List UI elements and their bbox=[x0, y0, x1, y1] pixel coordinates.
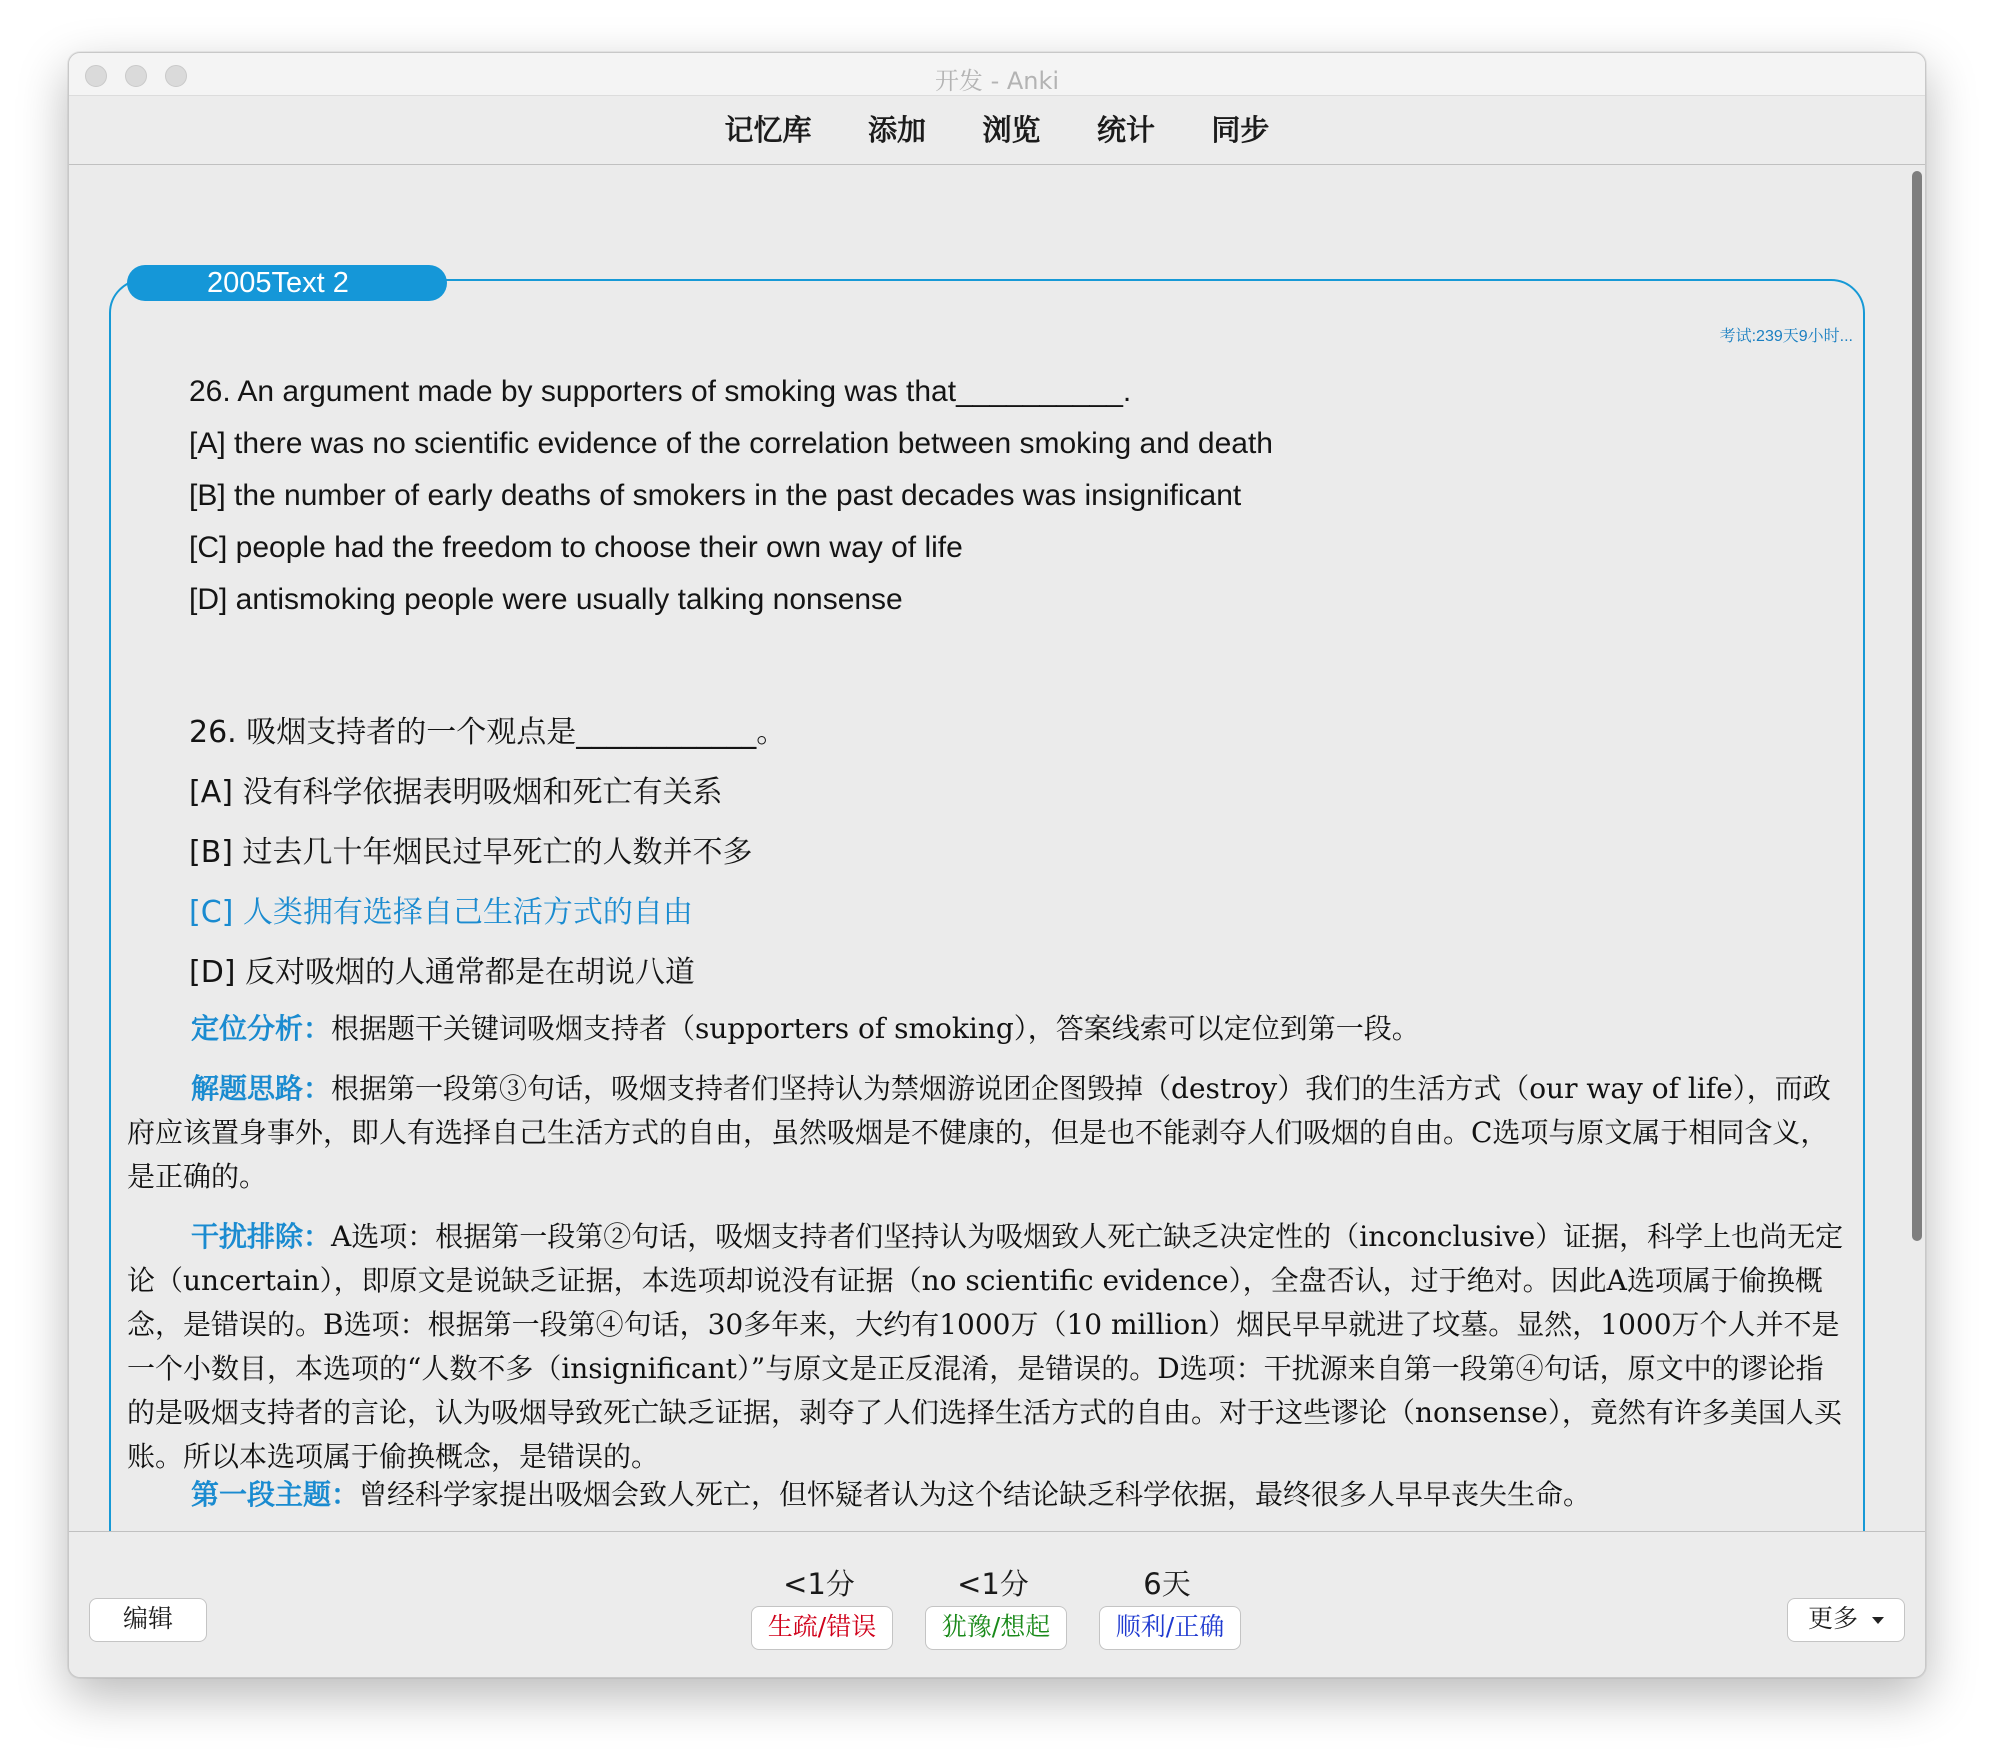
answer-bar bbox=[69, 1531, 1925, 1677]
good-button[interactable]: 顺利/正确 bbox=[1099, 1606, 1241, 1650]
card-scrollbar[interactable] bbox=[1909, 165, 1925, 1531]
analysis-distractor-label: 干扰排除： bbox=[191, 1220, 332, 1253]
analysis-approach-label: 解题思路： bbox=[191, 1072, 332, 1105]
question-en-option-d: [D] antismoking people were usually talking nonsense bbox=[189, 583, 903, 616]
analysis-locate-label: 定位分析： bbox=[191, 1012, 332, 1045]
question-zh-option-c-answer: [C] 人类拥有选择自己生活方式的自由 bbox=[189, 895, 693, 930]
scrollbar-thumb[interactable] bbox=[1912, 171, 1922, 1241]
question-zh-option-b: [B] 过去几十年烟民过早死亡的人数并不多 bbox=[189, 835, 753, 870]
again-button[interactable]: 生疏/错误 bbox=[751, 1606, 893, 1650]
more-button-label: 更多 bbox=[1808, 1604, 1859, 1633]
analysis-distractor bbox=[127, 1215, 1847, 1479]
exam-countdown: 考试:239天9小时... bbox=[1719, 328, 1853, 345]
toolbar-add[interactable]: 添加 bbox=[868, 113, 927, 147]
main-toolbar bbox=[69, 96, 1925, 165]
question-en-option-b: [B] the number of early deaths of smokers in the past decades was insignificant bbox=[189, 479, 1242, 512]
again-interval: <1分 bbox=[783, 1567, 855, 1601]
title-bar bbox=[69, 53, 1925, 96]
toolbar-sync[interactable]: 同步 bbox=[1211, 113, 1270, 147]
question-zh-option-d: [D] 反对吸烟的人通常都是在胡说八道 bbox=[189, 955, 696, 990]
question-en-option-c: [C] people had the freedom to choose their own way of life bbox=[189, 531, 963, 564]
analysis-theme-label: 第一段主题： bbox=[191, 1478, 360, 1511]
question-zh-option-a: [A] 没有科学依据表明吸烟和死亡有关系 bbox=[189, 775, 723, 810]
anki-window bbox=[68, 52, 1926, 1678]
edit-button[interactable]: 编辑 bbox=[89, 1598, 207, 1642]
analysis-approach bbox=[127, 1067, 1847, 1199]
analysis-theme bbox=[127, 1473, 1847, 1517]
question-en-stem: 26. An argument made by supporters of smoking was that__________. bbox=[189, 375, 1132, 408]
question-en-option-a: [A] there was no scientific evidence of the correlation between smoking and death bbox=[189, 427, 1273, 460]
analysis-locate-text: 根据题干关键词吸烟支持者（supporters of smoking），答案线索可以定位到第一段。 bbox=[331, 1012, 1420, 1045]
chevron-down-icon bbox=[1872, 1617, 1884, 1624]
question-zh-stem: 26. 吸烟支持者的一个观点是____________。 bbox=[189, 715, 787, 750]
hard-button[interactable]: 犹豫/想起 bbox=[925, 1606, 1067, 1650]
card-tag: 2005Text 2 bbox=[127, 265, 447, 301]
analysis-distractor-text: A选项：根据第一段第②句话，吸烟支持者们坚持认为吸烟致人死亡缺乏决定性的（inconclusive）证据，科学上也尚无定论（uncertain），即原文是说缺乏证据，本选项却说没有证据（no scientific evidence），全盘否认，过于绝对。因此A选项属于偷换概念，是错误的。B选项：根据第一段第④句话，30多年来，大约有1000万（10 million）烟民早早就进了坟墓。显然，1000万个人并不是一个小数目，本选项的“人数不多（insignificant）”与原文是正反混淆，是错误的。D选项：干扰源来自第一段第④句话，原文中的谬论指的是吸烟支持者的言论，认为吸烟导致死亡缺乏证据，剥夺了人们选择生活方式的自由。对于这些谬论（nonsense），竟然有许多美国人买账。所以本选项属于偷换概念，是错误的。 bbox=[127, 1220, 1844, 1473]
card-view[interactable] bbox=[69, 165, 1909, 1531]
window-title: 开发 - Anki bbox=[934, 67, 1060, 95]
toolbar-decks[interactable]: 记忆库 bbox=[724, 113, 812, 147]
toolbar-browse[interactable]: 浏览 bbox=[982, 113, 1041, 147]
hard-interval: <1分 bbox=[957, 1567, 1029, 1601]
more-button[interactable] bbox=[1787, 1598, 1905, 1642]
analysis-approach-text: 根据第一段第③句话，吸烟支持者们坚持认为禁烟游说团企图毁掉（destroy）我们的生活方式（our way of life），而政府应该置身事外，即人有选择自己生活方式的自由，虽然吸烟是不健康的，但是也不能剥夺人们吸烟的自由。C选项与原文属于相同含义，是正确的。 bbox=[127, 1072, 1831, 1193]
analysis-locate bbox=[127, 1007, 1847, 1051]
good-interval: 6天 bbox=[1143, 1567, 1191, 1601]
analysis-theme-text: 曾经科学家提出吸烟会致人死亡，但怀疑者认为这个结论缺乏科学依据，最终很多人早早丧失生命。 bbox=[359, 1478, 1592, 1511]
toolbar-stats[interactable]: 统计 bbox=[1096, 113, 1155, 147]
